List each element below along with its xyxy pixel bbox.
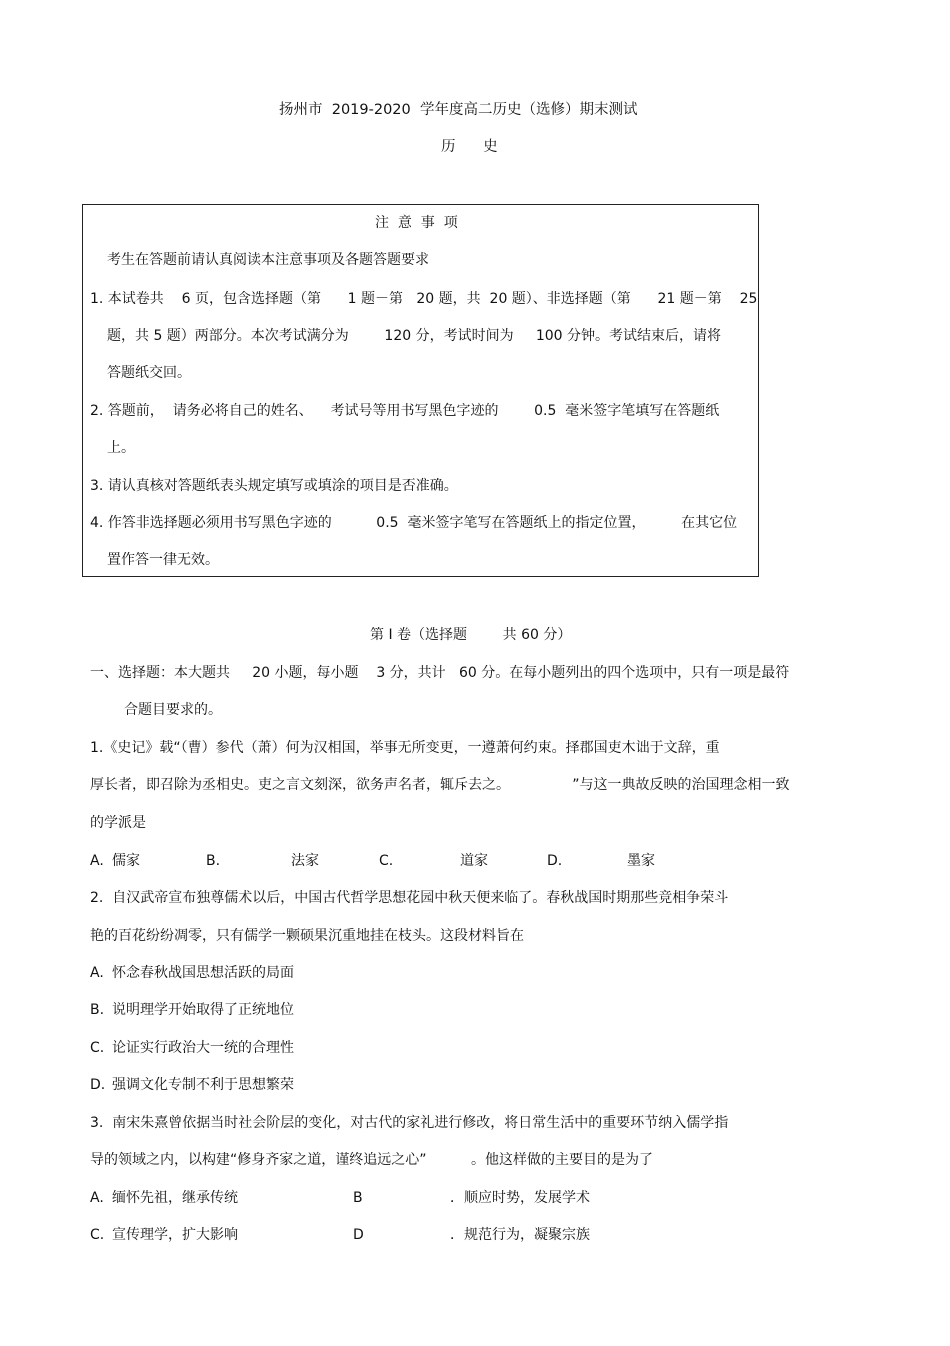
question-stem: 导的领域之内，以构建“修身齐家之道，谨终追远之心” 。他这样做的主要目的是为了 [90,1152,654,1168]
notice-item: 置作答一律无效。 [107,552,219,568]
section-instruction: 一、选择题：本大题共 20 小题，每小题 3 分，共计 60 分。在每小题列出的四个选项中，只有一项是最符 [90,665,790,681]
notice-item: 上。 [107,440,135,456]
option-letter: C. [90,1227,105,1243]
notice-item: 题，共 5 题）两部分。本次考试满分为 120 分，考试时间为 100 分钟。考试结束后，请将 [107,328,722,344]
notice-item: 2. 答题前， 请务必将自己的姓名、 考试号等用书写黑色字迹的 0.5 毫米签字笔填写在答题纸 [90,403,720,419]
question-stem: 厚长者，即召除为丞相史。吏之言文刻深，欲务声名者，辄斥去之。 ”与这一典故反映的治国理念相一致 [90,777,790,793]
question-stem: 艳的百花纷纷凋零，只有儒学一颗硕果沉重地挂在枝头。这段材料旨在 [90,928,524,944]
option-letter: C. [379,853,394,869]
option-text: 缅怀先祖，继承传统 [112,1190,238,1206]
question-stem: 3. 南宋朱熹曾依据当时社会阶层的变化，对古代的家礼进行修改，将日常生活中的重要环节纳入儒学指 [90,1115,729,1131]
option-text: 宣传理学，扩大影响 [112,1227,238,1243]
option-letter: D [353,1227,364,1243]
question-stem: 2. 自汉武帝宣布独尊儒术以后，中国古代哲学思想花园中秋天便来临了。春秋战国时期那些竞相争荣斗 [90,890,729,906]
notice-item: 答题纸交回。 [107,365,191,381]
notice-item: 3. 请认真核对答题纸表头规定填写或填涂的项目是否准确。 [90,478,458,494]
option-text: 儒家 [112,853,140,869]
notice-intro: 考生在答题前请认真阅读本注意事项及各题答题要求 [107,252,429,268]
option-text: ．顺应时势，发展学术 [450,1190,590,1206]
option-letter: D. [90,1077,106,1093]
option-letter: D. [547,853,563,869]
option-text: 论证实行政治大一统的合理性 [112,1040,294,1056]
subject-title: 历 史 [441,139,498,155]
option-letter: B. [90,1002,105,1018]
question-stem: 1.《史记》载“（曹）参代（萧）何为汉相国，举事无所变更，一遵萧何约束。择郡国吏木诎于文辞，重 [90,740,720,756]
option-letter: A. [90,965,104,981]
option-text: 强调文化专制不利于思想繁荣 [112,1077,294,1093]
notice-item: 4. 作答非选择题必须用书写黑色字迹的 0.5 毫米签字笔写在答题纸上的指定位置， 在其它位 [90,515,738,531]
option-text: 说明理学开始取得了正统地位 [112,1002,294,1018]
notice-item: 1. 本试卷共 6 页，包含选择题（第 1 题－第 20 题，共 20 题）、非选择题（第 21 题－第 25 [90,291,758,307]
option-letter: C. [90,1040,105,1056]
section-title: 第 I 卷（选择题 共 60 分） [370,627,572,643]
option-text: ．规范行为，凝聚宗族 [450,1227,590,1243]
option-text: 墨家 [627,853,655,869]
option-letter: B. [206,853,221,869]
option-letter: A. [90,853,104,869]
notice-heading: 注 意 事 项 [375,215,458,231]
option-text: 法家 [291,853,319,869]
option-text: 怀念春秋战国思想活跃的局面 [112,965,294,981]
section-instruction: 合题目要求的。 [124,702,222,718]
option-letter: A. [90,1190,104,1206]
option-text: 道家 [460,853,488,869]
exam-title: 扬州市 2019-2020 学年度高二历史（选修）期末测试 [279,102,638,118]
option-letter: B [353,1190,363,1206]
question-stem: 的学派是 [90,815,146,831]
